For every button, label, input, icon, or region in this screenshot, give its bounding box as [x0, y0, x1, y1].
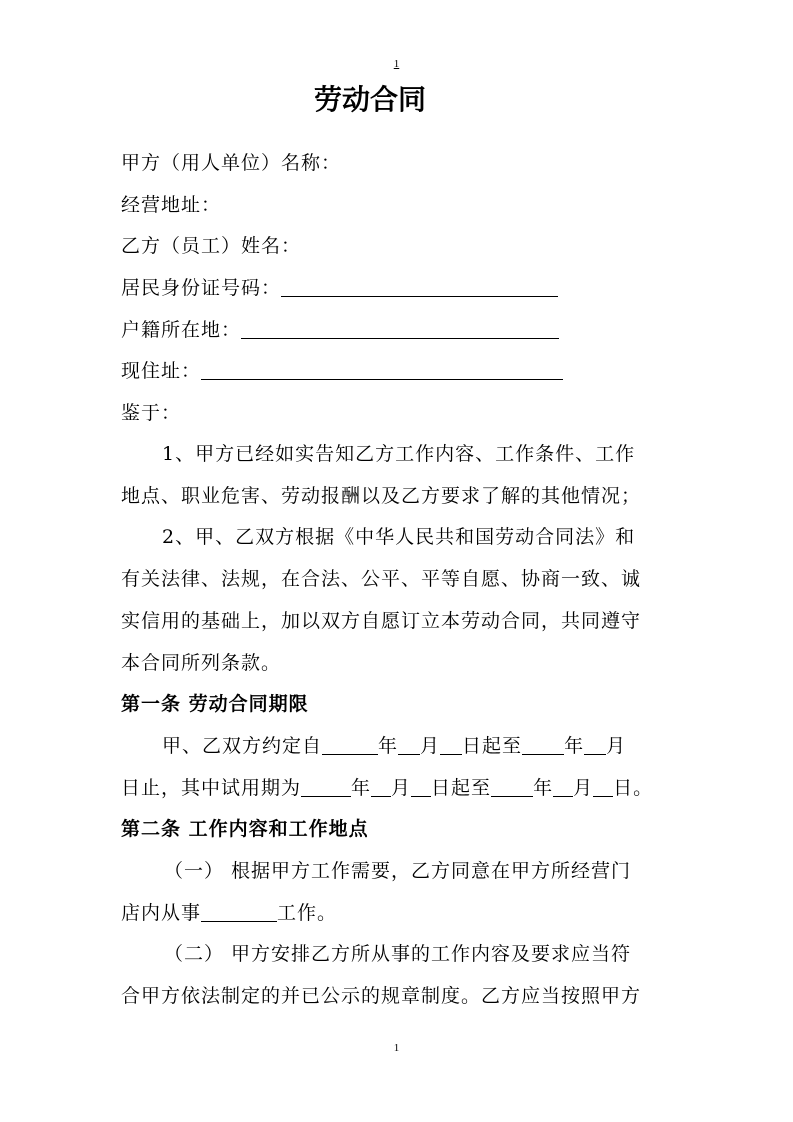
recital-1-line1: 1、甲方已经如实告知乙方工作内容、工作条件、工作: [162, 443, 636, 465]
article1-heading: 第一条 劳动合同期限: [121, 693, 309, 715]
year-label: 年: [564, 735, 585, 757]
month-label: 月: [391, 777, 412, 799]
article2-item1-line2: [121, 898, 337, 925]
household-register-blank: [241, 320, 559, 339]
engaged-in-label: 店内从事: [121, 902, 202, 924]
year-label: 年: [351, 777, 372, 799]
recital-2-line1: 2、甲、乙双方根据《中华人民共和国劳动合同法》和: [162, 526, 636, 548]
month-label: 月: [573, 777, 594, 799]
year-label: 年: [378, 735, 399, 757]
probation-start-day-blank: [411, 778, 431, 797]
article2-item2-line1: （二） 甲方安排乙方所从事的工作内容及要求应当符: [164, 943, 632, 965]
recital-2-line3: 实信用的基础上，加以双方自愿订立本劳动合同，共同遵守: [121, 610, 642, 632]
household-register-label: 户籍所在地：: [121, 319, 242, 341]
article1-agreed-from: 甲、乙双方约定自: [162, 735, 323, 757]
current-address-label: 现住址：: [121, 360, 202, 382]
current-address-blank: [201, 361, 563, 380]
id-number-row: [121, 273, 558, 300]
article2-item1-line1: （一） 根据甲方工作需要，乙方同意在甲方所经营门: [164, 860, 632, 882]
article1-line2: [121, 773, 653, 800]
probation-end-year-blank: [491, 778, 533, 797]
probation-start-year-blank: [301, 778, 351, 797]
document-title: 劳动合同: [313, 83, 426, 116]
article1-line1: [162, 731, 626, 758]
article1-probation-label: 日止，其中试用期为: [121, 777, 302, 799]
year-label: 年: [533, 777, 554, 799]
business-address-label: 经营地址：: [121, 194, 222, 216]
start-year-blank: [322, 736, 378, 755]
end-month-blank: [584, 736, 606, 755]
probation-end-day-blank: [593, 778, 613, 797]
job-title-blank: [201, 903, 277, 922]
article2-item2-line2: 合甲方依法制定的并已公示的规章制度。乙方应当按照甲方: [121, 985, 642, 1007]
id-number-label: 居民身份证号码：: [121, 277, 282, 299]
whereas-label: 鉴于：: [121, 402, 182, 424]
work-label: 工作。: [277, 902, 338, 924]
current-address-row: [121, 356, 563, 383]
party-b-name-label: 乙方（员工）姓名：: [121, 235, 302, 257]
probation-end-month-blank: [553, 778, 573, 797]
recital-1-line2: 地点、职业危害、劳动报酬以及乙方要求了解的其他情况；: [121, 485, 642, 507]
id-number-blank: [281, 278, 558, 297]
probation-start-month-blank: [371, 778, 391, 797]
month-label: 月: [606, 735, 627, 757]
start-day-blank: [440, 736, 462, 755]
recital-2-line4: 本合同所列条款。: [121, 652, 282, 674]
household-register-row: [121, 315, 559, 342]
header-page-number: 1: [393, 58, 400, 70]
day-from-label: 日起至: [462, 735, 523, 757]
start-month-blank: [398, 736, 420, 755]
month-label: 月: [420, 735, 441, 757]
end-year-blank: [522, 736, 564, 755]
recital-2-line2: 有关法律、法规，在合法、公平、平等自愿、协商一致、诚: [121, 568, 642, 590]
day-from-label: 日起至: [431, 777, 492, 799]
footer-page-number: 1: [393, 1042, 400, 1054]
party-a-name-label: 甲方（用人单位）名称：: [121, 152, 342, 174]
article2-heading: 第二条 工作内容和工作地点: [121, 818, 369, 840]
day-end-label: 日。: [613, 777, 654, 799]
